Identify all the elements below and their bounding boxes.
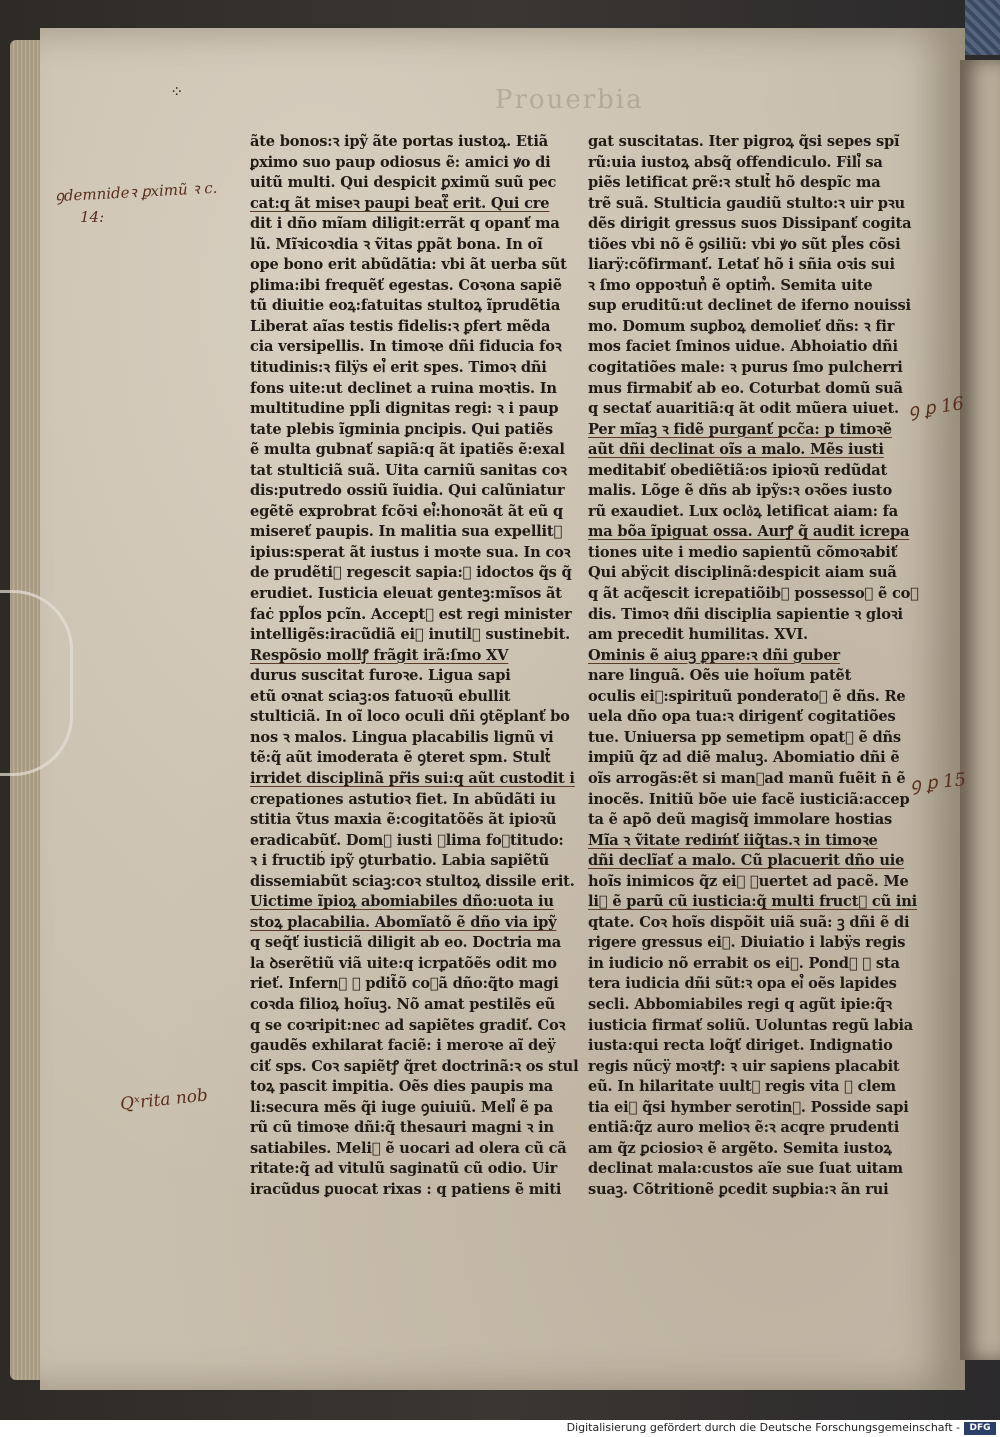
text-line: ope bono erit abũdãtia: vbi ãt uerba sũt <box>250 256 567 274</box>
text-column-right <box>588 132 920 1200</box>
text-line: mus firmabiť ab eo. Coturbat domũ suã <box>588 379 903 397</box>
text-line: ipius:sperat ãt iustus i moꝛte sua. In coꝛ <box>250 543 571 561</box>
text-line: etũ oꝛnat sciaꝫ:os fatuoꝛũ ebullit <box>250 687 511 705</box>
text-line: eradicabũť. Dom᷒ iusti ꝑlima foꝛtitudo: <box>250 831 564 849</box>
text-line: fons uite:ut declinet a ruina moꝛtis. In <box>250 379 557 397</box>
text-line: satiabiles. Meli᷒ ẽ uocari ad olera cũ cã <box>250 1139 567 1157</box>
text-line: erudiet. Iusticia eleuat genteꝫ:mĩsos ãt <box>250 585 562 603</box>
text-line: rũ exaudiet. Lux oclo͛ꝝ letificat aiam: fa <box>588 502 898 520</box>
text-line: oĩs arrogãs:ẽt si man᷒ad manũ fuẽit n̄ ẽ <box>588 769 906 787</box>
marginal-note: ꝯ ꝑ 15 <box>909 769 967 796</box>
text-line: ẽ multa gubnať sapiã:q ãt ipatiẽs ẽ:exal <box>250 441 565 459</box>
text-line: nos ꝛ malos. Lingua placabilis lignũ vi <box>250 728 554 746</box>
text-line: iracũdus ꝑuocat rixas : q patiens ẽ miti <box>250 1180 562 1198</box>
facing-page-strip <box>960 60 1000 1360</box>
text-line: tiones uite i medio sapientũ cõmoꝛabiť <box>588 543 898 561</box>
text-line: ꝑlima:ibi frequẽť egestas. Coꝛona sapiẽ <box>250 276 562 294</box>
text-line: stoꝝ placabilia. Abomĩatõ ẽ dño via ipỹ <box>250 913 557 931</box>
text-line: tia ei᷒ q̃si hymber serotin᷒. Posside sapi <box>588 1098 909 1116</box>
text-line: tat stulticiã suã. Uita carniũ sanitas coꝛ <box>250 461 567 479</box>
footer-credit: Digitalisierung gefördert durch die Deutsche Forschungsgemeinschaft - <box>566 1421 960 1434</box>
text-line: Ominis ẽ aiuꝫ ꝑpare:ꝛ dñi guber <box>588 646 840 664</box>
text-line: q se coꝛripit:nec ad sapiẽtes gradiť. Coꝛ <box>250 1016 566 1034</box>
text-line: cat:q ãt miseꝛ paupi beat᷑ erit. Qui cre <box>250 194 550 212</box>
text-line: dis:putredo ossiũ ĩuidia. Qui calũniatur <box>250 482 565 500</box>
text-line: malis. Lõge ẽ dñs ab ipỹs:ꝛ oꝛões iusto <box>588 482 892 500</box>
text-line: intelligẽs:iracũdiã ei᷒ inutil᷑ sustinebit. <box>250 626 571 644</box>
text-line: qtate. Coꝛ hoĩs dispõit uiã suã: ꝫ dñi ẽ di <box>588 913 910 931</box>
text-line: Mĩa ꝛ ṽitate rediḿť iiq̃tas.ꝛ in timoꝛe <box>588 831 878 849</box>
text-line: dissemiabũt sciaꝫ:coꝛ stultoꝝ dissile erit. <box>250 872 575 890</box>
text-line: li᷒ ẽ parũ cũ iusticia:q̃ multi fruct᷒ cũ ini <box>588 893 918 911</box>
text-line: dis. Timoꝛ dñi disciplia sapientie ꝛ gloꝛi <box>588 605 903 623</box>
text-line: uela dño opa tua:ꝛ dirigenť cogitatiões <box>588 708 896 726</box>
text-line: aũt dñi declinat oĩs a malo. Mẽs iusti <box>588 441 884 459</box>
text-line: titudinis:ꝛ filÿs ei᷒ erit spes. Timoꝛ dñi <box>250 359 547 377</box>
text-column-left <box>250 132 580 1200</box>
text-line: egẽtẽ exprobrat fcõꝛi ei᷒:honoꝛãt ãt eũ q <box>250 502 563 520</box>
footer-bar <box>0 1420 1000 1437</box>
text-line: secli. Abbomiabiles regi q agũt ipie:q̃ꝛ <box>588 995 892 1013</box>
text-line: cia versipellis. In timoꝛe dñi fiducia foꝛ <box>250 338 562 356</box>
text-line: rũ cũ timoꝛe dñi:q̃ thesauri magni ꝛ in <box>250 1119 554 1137</box>
text-line: crepationes astutioꝛ fiet. In abũdãti iu <box>250 790 556 808</box>
text-line: rũ:uia iustoꝝ absq̃ offendiculo. Fili᷒ sa <box>588 153 883 171</box>
text-line: rigere gressus ei᷒. Diuiatio i labÿs regis <box>588 934 906 952</box>
text-line: uitũ multi. Qui despicit ꝑximũ suũ pec <box>250 174 557 192</box>
text-line: gat suscitatas. Iter pigroꝝ q̃si sepes spĩ <box>588 133 900 150</box>
text-line: lũ. Mĩꝛicoꝛdia ꝛ ṽitas ꝑpãt bona. In oĩ <box>250 235 543 253</box>
text-line: ãte bonos:ꝛ ipỹ ãte portas iustoꝝ. Etiã <box>250 133 548 150</box>
text-line: multitudine ppl̃i dignitas regi: ꝛ i paup <box>250 400 559 418</box>
text-line: irridet disciplinã pr̃is sui:q aũt custodit i <box>250 769 575 787</box>
text-line: Uictime ĩpioꝝ abomiabiles dño:uota iu <box>250 893 554 911</box>
text-line: eũ. In hilaritate uult᷒ regis vita ꝛ clem <box>588 1078 896 1096</box>
text-line: ꝑximo suo paup odiosus ẽ: amici ꝟo di <box>250 153 551 171</box>
marginal-note: Qˣrita nob <box>119 1085 209 1115</box>
text-line: faċ ppl̃os pcĩn. Accept᷒ est regi minister <box>250 605 572 623</box>
text-line: in iudicio nõ errabit os ei᷒. Pond᷒ ꝛ sta <box>588 954 900 972</box>
text-line: q seq̃ť iusticiã diligit ab eo. Doctria ma <box>250 934 561 952</box>
text-line: tue. Uniuersa pp semetipm opat᷒ ẽ dñs <box>588 728 901 746</box>
text-line: dit i dño mĩam diligit:errãt q opanť ma <box>250 215 560 233</box>
text-line: inocẽs. Initiũ bõe uie facẽ iusticiã:accep <box>588 790 910 808</box>
text-line: ꝛ ſmo oppoꝛtun᷒ ẽ optim᷒. Semita uite <box>588 276 873 294</box>
text-line: meditabiť obediẽtiã:os ipioꝛũ redũdat <box>588 461 888 479</box>
text-line: la ꝺserẽtiũ viã uite:q icrꝑatõẽs odit mo <box>250 954 557 972</box>
text-line: tẽ:q̃ aũt imoderata ẽ ꝯteret spm. Stult᷒ <box>250 749 551 767</box>
text-line: impiũ q̃z ad diẽ maluꝫ. Abomiatio dñi ẽ <box>588 749 900 767</box>
text-line: toꝝ pascit impitia. Oẽs dies paupis ma <box>250 1078 553 1096</box>
text-line: cogitatiões male: ꝛ purus ſmo pulcherri <box>588 359 903 377</box>
text-line: am precedit humilitas. XVI. <box>588 626 808 644</box>
text-line: ciť sps. Coꝛ sapiẽtꝭ q̃ret doctrinã:ꝛ os stul <box>250 1057 579 1075</box>
marginal-note: ꝯdemnideꝛ ꝑximũ ꝛ c. <box>54 178 218 206</box>
text-line: trẽ suã. Stulticia gaudiũ stulto:ꝛ uir pꝛu <box>588 194 905 212</box>
text-line: Respõsio mollꝭ frãgit irã:ſmo XV <box>250 646 509 664</box>
text-line: li:secura mẽs q̃i iuge ꝯuiuiũ. Meli᷒ ẽ pa <box>250 1098 553 1116</box>
text-line: mos faciet ſminos uidue. Abhoiatio dñi <box>588 338 898 356</box>
text-line: coꝛda filioꝝ hoĩuꝫ. Nõ amat pestilẽs eũ <box>250 995 556 1013</box>
text-line: ꝛ i fructib᷒ ipỹ ꝯturbatio. Labia sapiẽtũ <box>250 852 549 870</box>
text-line: tera iudicia dñi sũt:ꝛ opa ei᷒ oẽs lapides <box>588 975 897 993</box>
dfg-logo: DFG <box>964 1422 996 1435</box>
text-line: piẽs letificat ꝑrẽ:ꝛ stult᷒ hõ despĩc ma <box>588 174 881 192</box>
text-line: durus suscitat furoꝛe. Ligua sapi <box>250 667 511 685</box>
text-line: iusta:qui recta loq̃ť diriget. Indignatio <box>588 1037 893 1055</box>
text-line: am q̃z ꝑciosioꝛ ẽ argẽto. Semita iustoꝝ <box>588 1139 892 1157</box>
text-line: ritate:q̃ ad vitulũ saginatũ cũ odio. Uir <box>250 1160 558 1178</box>
text-line: stulticiã. In oĩ loco oculi dñi ꝯtẽplanť bo <box>250 708 570 726</box>
text-line: suaꝫ. Cõtritionẽ ꝑcedit suꝑbia:ꝛ ãn rui <box>588 1180 889 1198</box>
text-line: tiões vbi nõ ẽ ꝯsiliũ: vbi ꝟo sũt pl̃es cõsi <box>588 235 901 253</box>
text-line: mo. Domum suꝑboꝝ demolieť dñs: ꝛ fir <box>588 317 895 335</box>
text-line: tate plebis ĩgminia ꝑncipis. Qui patiẽs <box>250 420 553 438</box>
text-line: declinat mala:custos aĩe sue ſuat uitam <box>588 1160 903 1178</box>
text-line: liarÿ:cõfirmanť. Letať hõ i sñia oꝛis sui <box>588 256 895 274</box>
text-line: de prudẽti᷒ regescit sapia:ꝛ idoctos q̃s q̃ <box>250 564 572 582</box>
text-line: oculis ei᷒:spirituũ ponderatoꝛ ẽ dñs. Re <box>588 687 906 705</box>
text-line: entiã:q̃z auro melioꝛ ẽ:ꝛ acqre prudenti <box>588 1119 900 1137</box>
text-line: tũ diuitie eoꝝ:fatuitas stultoꝝ ĩprudẽtia <box>250 297 561 315</box>
text-line: Qui abÿcit disciplinã:despicit aiam suã <box>588 564 897 582</box>
text-line: hoĩs inimicos q̃z ei᷒ ꝯuertet ad pacẽ. Me <box>588 872 909 890</box>
marginal-note: ꝯ ꝑ 16 <box>906 393 966 422</box>
book-cover-edge <box>965 0 1000 55</box>
text-line: ta ẽ apõ deũ magisq̃ immolare hostias <box>588 811 892 829</box>
text-line: dñi declĩať a malo. Cũ placuerit dño uie <box>588 852 905 870</box>
text-line: iusticia firmať soliũ. Uoluntas regũ labia <box>588 1016 914 1034</box>
text-line: q ãt acq̃escit icrepatiõib᷒ possessoꝛ ẽ coꝛ <box>588 585 919 603</box>
text-line: stitia ṽtus maxia ẽ:cogitatõẽs ãt ipioꝛũ <box>250 811 557 829</box>
text-line: Liberat aĩas testis fidelis:ꝛ ꝑfert mẽda <box>250 317 551 335</box>
text-line: regis nũcÿ moꝛtꝭ: ꝛ uir sapiens placabit <box>588 1057 900 1075</box>
text-line: rieť. Infern᷒ ꝛ pdit̃õ coꝛã dño:q̃to magi <box>250 975 559 993</box>
text-line: Per mĩaꝫ ꝛ fidẽ purganť pcc̃a: p timoꝛẽ <box>588 420 892 438</box>
text-line: ma bõa ĩpiguat ossa. Aurꝭ q̃ audit icrepa <box>588 523 910 541</box>
text-line: dẽs dirigit gressus suos Dissipanť cogita <box>588 215 912 233</box>
running-head: Prouerbia <box>495 85 644 115</box>
text-line: nare linguã. Oẽs uie hoĩum patẽt <box>588 667 852 685</box>
ink-dots: ⁘ <box>170 82 184 101</box>
text-line: gaudẽs exhilarat faciẽ: i meroꝛe aĩ deÿ <box>250 1037 556 1055</box>
text-line: sup eruditũ:ut declinet de iferno nouissi <box>588 297 911 315</box>
text-line: q sectať auaritiã:q ãt odit mũera uiuet. <box>588 400 899 418</box>
text-line: misereť paupis. In malitia sua expellit᷑ <box>250 523 563 541</box>
marginal-note: 14: <box>80 208 105 226</box>
ribbon-loop <box>0 590 73 776</box>
